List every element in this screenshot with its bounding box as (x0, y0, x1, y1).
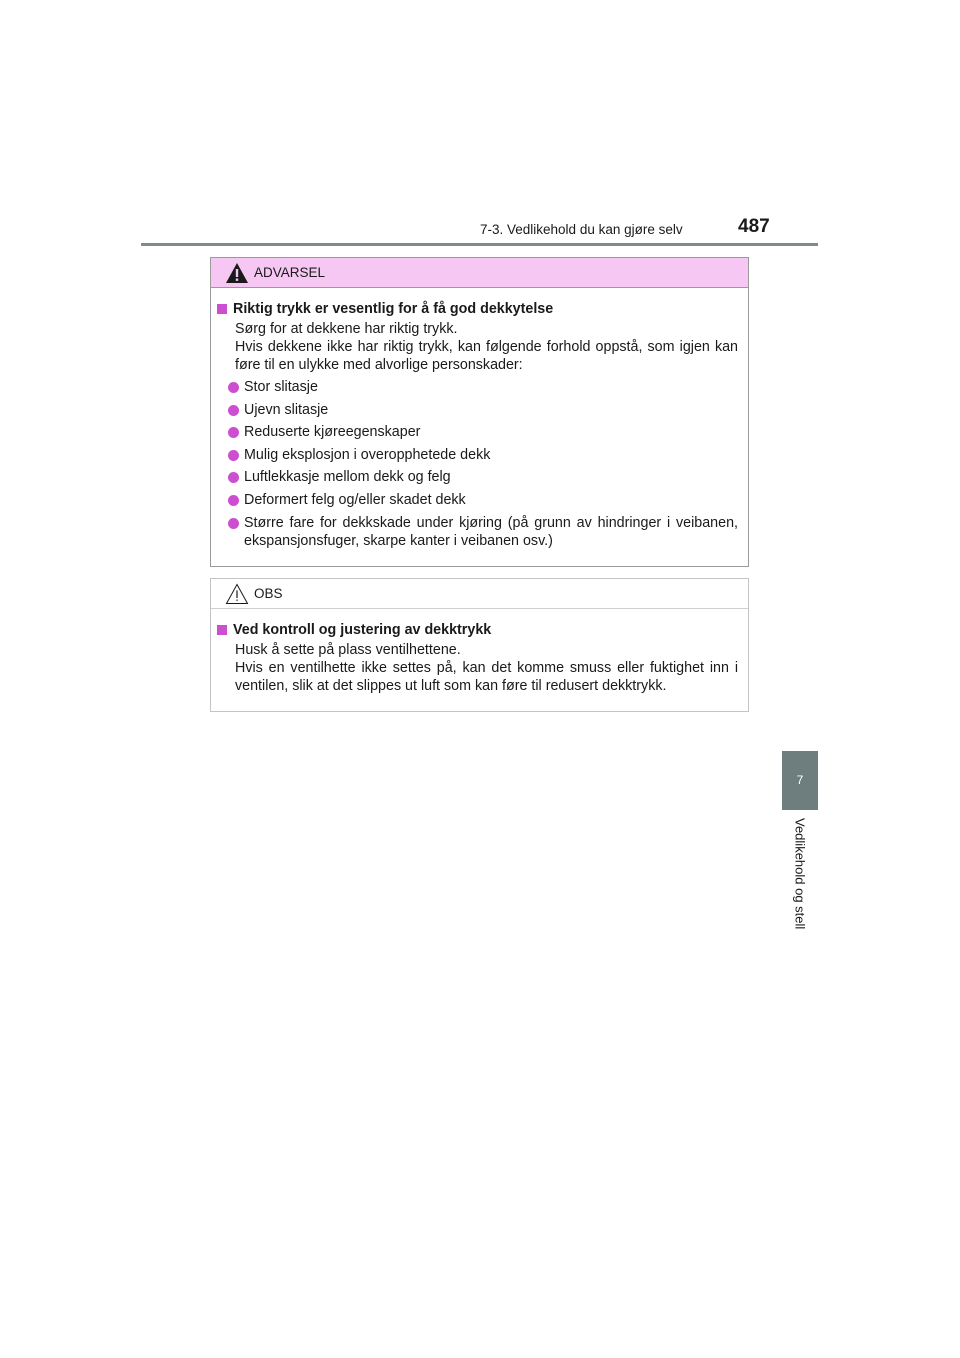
list-item-text: Større fare for dekkskade under kjøring (på grunn av hindringer i veibanen, ekspansjonsfuger, skarpe kanter i veibanen osv.) (244, 514, 738, 549)
list-item-text: Stor slitasje (244, 379, 318, 395)
notice-paragraph: Hvis en ventilhette ikke settes på, kan det komme smuss eller fuktighet inn i ventilen, slik at det slippes ut luft som kan føre til redusert dekktrykk. (235, 660, 738, 694)
warning-list (217, 378, 738, 550)
chapter-title: Vedlikehold og stell (792, 818, 808, 930)
warning-heading (217, 300, 738, 318)
page-header-section: 7-3. Vedlikehold du kan gjøre selv (480, 222, 683, 237)
list-item (227, 378, 738, 396)
list-item-text: Reduserte kjøreegenskaper (244, 424, 421, 441)
list-item (227, 446, 738, 464)
warning-paragraph: Sørg for at dekkene har riktig trykk. (235, 321, 458, 337)
caution-triangle-icon (225, 583, 249, 605)
warning-box-body (211, 288, 748, 550)
notice-label: OBS (254, 586, 283, 601)
list-item-text: Luftlekkasje mellom dekk og felg (244, 469, 451, 486)
page-number: 487 (738, 216, 770, 237)
list-item (227, 468, 738, 486)
list-item-text: Mulig eksplosjon i overopphetede dekk (244, 446, 491, 463)
round-bullet-icon (228, 427, 239, 438)
square-bullet-icon (217, 304, 227, 314)
list-item (227, 423, 738, 441)
warning-triangle-icon (225, 262, 249, 284)
warning-heading-text: Riktig trykk er vesentlig for å få god dekkytelse (233, 301, 554, 317)
warning-paragraph: Hvis dekkene ikke har riktig trykk, kan følgende forhold oppstå, som igjen kan føre til en ulykke med alvorlige personskader: (235, 339, 738, 373)
warning-box (210, 257, 749, 567)
round-bullet-icon (228, 518, 239, 529)
list-item-text: Deformert felg og/eller skadet dekk (244, 491, 466, 508)
round-bullet-icon (228, 472, 239, 483)
notice-box (210, 578, 749, 712)
round-bullet-icon (228, 495, 239, 506)
warning-box-header (211, 258, 748, 288)
notice-box-header (211, 579, 748, 609)
list-item-text: Ujevn slitasje (244, 401, 329, 418)
list-item (227, 401, 738, 419)
round-bullet-icon (228, 450, 239, 461)
round-bullet-icon (228, 405, 239, 416)
round-bullet-icon (228, 382, 239, 393)
chapter-tab: 7 (782, 751, 818, 810)
warning-label: ADVARSEL (254, 265, 326, 280)
notice-heading-text: Ved kontroll og justering av dekktrykk (233, 622, 492, 638)
notice-paragraph: Husk å sette på plass ventilhettene. (235, 642, 461, 658)
header-rule (141, 243, 818, 246)
list-item (227, 491, 738, 509)
square-bullet-icon (217, 625, 227, 635)
list-item (227, 514, 738, 550)
notice-box-body (211, 609, 748, 695)
notice-heading (217, 621, 738, 639)
